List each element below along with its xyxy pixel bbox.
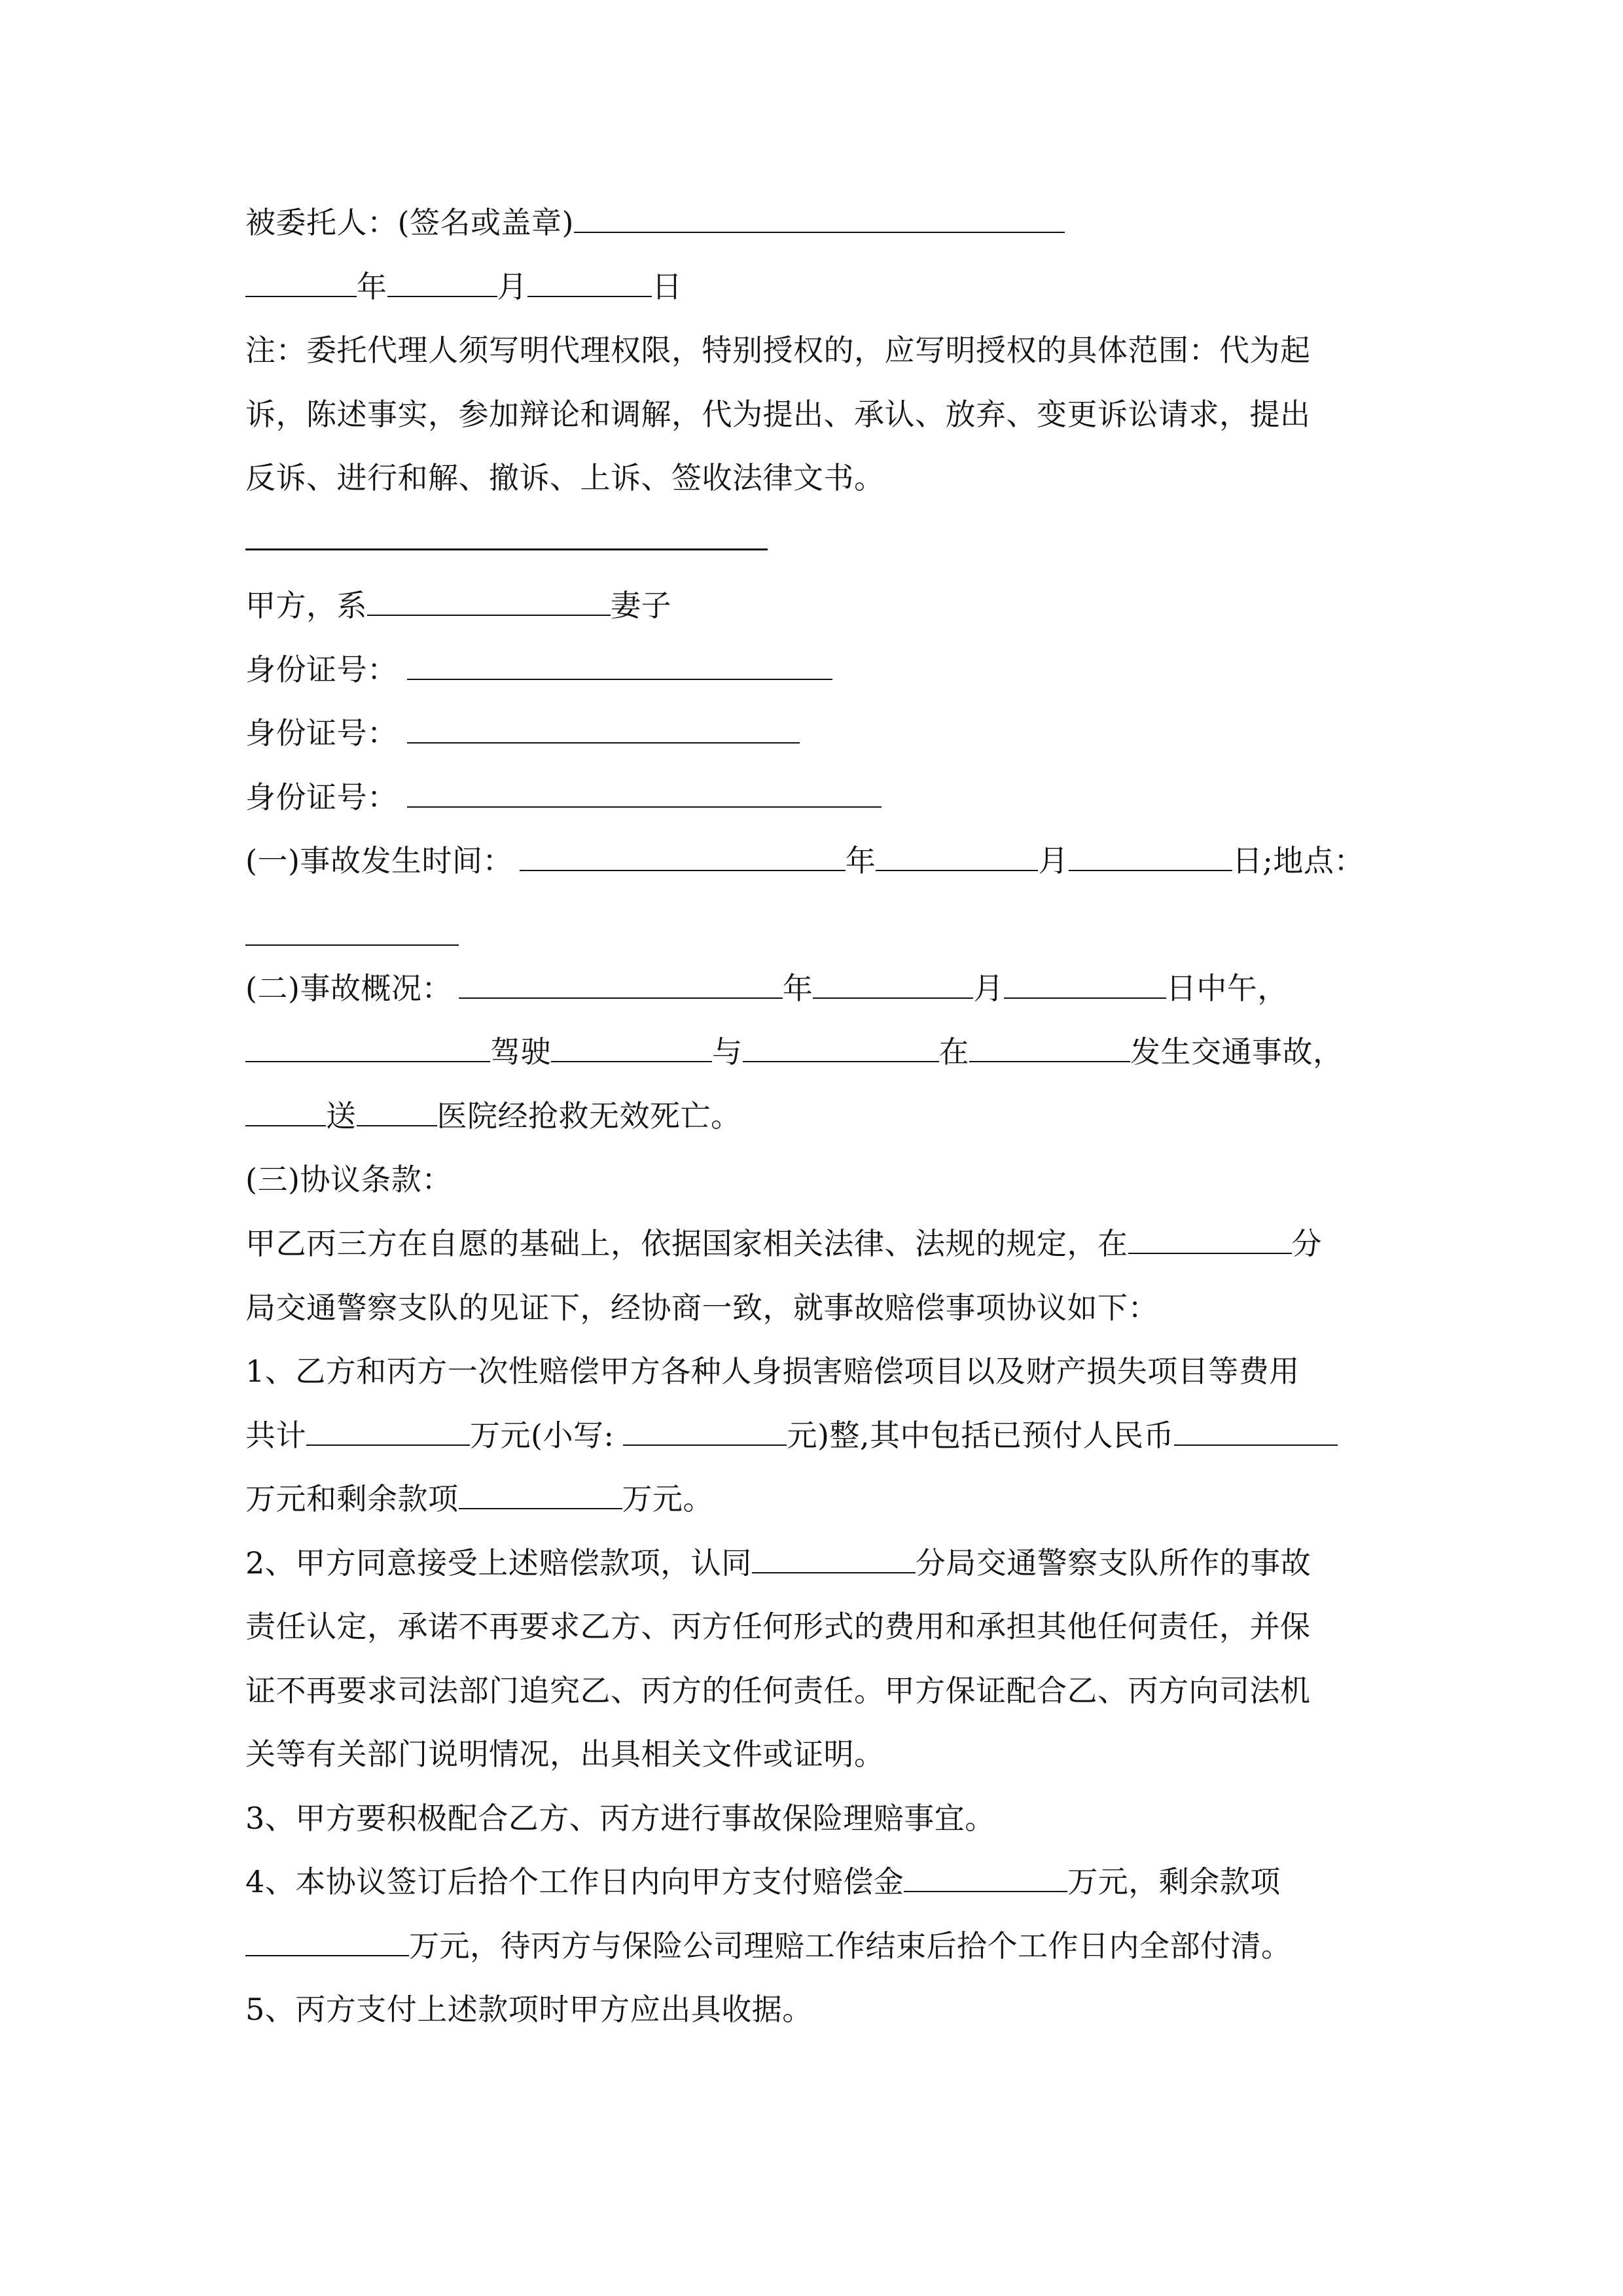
id-blank[interactable] <box>407 650 832 680</box>
note-line-3: 反诉、进行和解、撤诉、上诉、签收法律文书。 <box>245 460 885 495</box>
with-label: 与 <box>712 1034 743 1069</box>
year-label: 年 <box>782 971 813 1006</box>
vehicle-blank[interactable] <box>551 1032 712 1062</box>
year-blank[interactable] <box>245 267 357 297</box>
party-a-suffix: 妻子 <box>611 588 671 623</box>
id-blank[interactable] <box>407 778 882 808</box>
place-blank[interactable] <box>969 1032 1130 1062</box>
remaining-label: 万元和剩余款项 <box>245 1481 459 1516</box>
section3-intro-2: 局交通警察支队的见证下，经协商一致，就事故赔偿事项协议如下： <box>245 1290 1158 1325</box>
clause4-text-c: 万元，待丙方与保险公司理赔工作结束后拾个工作日内全部付清。 <box>409 1928 1292 1964</box>
note-line-2: 诉，陈述事实，参加辩论和调解，代为提出、承认、放弃、变更诉讼请求，提出 <box>245 397 1311 432</box>
section2-line-3 <box>245 1096 741 1136</box>
id-line-3 <box>245 778 882 817</box>
branch-blank-2[interactable] <box>752 1543 916 1573</box>
month-label: 月 <box>973 971 1004 1006</box>
clause2-line-4: 关等有关部门说明情况，出具相关文件或证明。 <box>245 1736 885 1772</box>
signature-label: 被委托人：(签名或盖章) <box>245 205 574 240</box>
clause2-text-b: 分局交通警察支队所作的事故 <box>915 1545 1311 1581</box>
day-label: 日 <box>652 269 683 304</box>
intro-text: 甲乙丙三方在自愿的基础上，依据国家相关法律、法规的规定，在 <box>245 1226 1128 1261</box>
clause2-line-1 <box>245 1543 1311 1583</box>
month-label: 月 <box>1038 843 1069 878</box>
wan-end-label: 万元。 <box>622 1481 713 1516</box>
year-label: 年 <box>845 843 876 878</box>
drive-label: 驾驶 <box>490 1034 551 1069</box>
wan-label: 万元(小写: <box>470 1418 615 1453</box>
clause3: 3、甲方要积极配合乙方、丙方进行事故保险理赔事宜。 <box>245 1801 995 1836</box>
victim-blank[interactable] <box>245 1096 326 1126</box>
remaining-blank[interactable] <box>459 1479 622 1509</box>
accident-year-blank[interactable] <box>520 841 846 871</box>
separator-rule <box>245 548 768 550</box>
summary-month-blank[interactable] <box>813 969 973 999</box>
accident-label: 发生交通事故， <box>1130 1034 1344 1069</box>
clause4-line-1 <box>245 1862 1281 1901</box>
section2-label: (二)事故概况： <box>245 971 452 1006</box>
branch-blank[interactable] <box>1128 1224 1292 1254</box>
day-blank[interactable] <box>527 267 652 297</box>
hospital-label: 医院经抢救无效死亡。 <box>437 1098 741 1134</box>
section3-label: (三)协议条款： <box>245 1162 452 1197</box>
clause2-line-2: 责任认定，承诺不再要求乙方、丙方任何形式的费用和承担其他任何责任，并保 <box>245 1609 1311 1644</box>
id-blank[interactable] <box>407 713 800 744</box>
total-wan-blank[interactable] <box>306 1416 470 1446</box>
total-yuan-blank[interactable] <box>623 1416 787 1446</box>
clause2-line-3: 证不再要求司法部门追究乙、丙方的任何责任。甲方保证配合乙、丙方向司法机 <box>245 1673 1311 1708</box>
accident-month-blank[interactable] <box>876 841 1038 871</box>
party-a-blank[interactable] <box>367 586 611 616</box>
other-party-blank[interactable] <box>743 1032 939 1062</box>
summary-year-blank[interactable] <box>459 969 783 999</box>
id-line-1 <box>245 650 832 689</box>
note-line-1: 注：委托代理人须写明代理权限，特别授权的，应写明授权的具体范围：代为起 <box>245 332 1311 368</box>
clause4-line-2 <box>245 1926 1292 1965</box>
clause2-text: 2、甲方同意接受上述赔偿款项，认同 <box>245 1545 752 1581</box>
month-blank[interactable] <box>387 267 497 297</box>
intro-branch-label: 分 <box>1291 1226 1322 1261</box>
date-line <box>245 267 683 306</box>
accident-day-blank[interactable] <box>1069 841 1232 871</box>
party-a-line <box>245 586 671 625</box>
day-location-label: 日;地点： <box>1232 843 1364 878</box>
driver-blank[interactable] <box>245 1032 490 1062</box>
day-noon-label: 日中午， <box>1166 971 1288 1006</box>
clause1-line-2 <box>245 1416 1338 1455</box>
clause4-text: 4、本协议签订后拾个工作日内向甲方支付赔偿金 <box>245 1864 904 1899</box>
id-label: 身份证号： <box>245 715 398 751</box>
section2-line-2 <box>245 1032 1344 1071</box>
signature-line <box>245 203 1065 242</box>
party-a-prefix: 甲方，系 <box>245 588 367 623</box>
clause1-line-1: 1、乙方和丙方一次性赔偿甲方各种人身损害赔偿项目以及财产损失项目等费用 <box>245 1354 1300 1389</box>
signature-blank[interactable] <box>574 203 1065 233</box>
section1-line <box>245 841 1364 880</box>
id-label: 身份证号： <box>245 780 398 815</box>
section1-label: (一)事故发生时间： <box>245 843 513 878</box>
yuan-label: 元)整,其中包括已预付人民币 <box>787 1418 1175 1453</box>
section2-line-1 <box>245 969 1288 1008</box>
first-payment-blank[interactable] <box>904 1862 1067 1892</box>
id-line-2 <box>245 713 800 753</box>
send-label: 送 <box>326 1098 357 1134</box>
summary-day-blank[interactable] <box>1004 969 1166 999</box>
year-label: 年 <box>357 269 387 304</box>
at-label: 在 <box>938 1034 969 1069</box>
section3-intro-1 <box>245 1224 1322 1263</box>
total-label: 共计 <box>245 1418 306 1453</box>
prepaid-blank[interactable] <box>1174 1416 1338 1446</box>
id-label: 身份证号： <box>245 652 398 687</box>
hospital-blank[interactable] <box>357 1096 437 1126</box>
remaining-payment-blank[interactable] <box>245 1926 409 1956</box>
clause1-line-3 <box>245 1479 713 1518</box>
clause5: 5、丙方支付上述款项时甲方应出具收据。 <box>245 1992 813 2027</box>
clause4-text-b: 万元，剩余款项 <box>1067 1864 1281 1899</box>
month-label: 月 <box>497 269 527 304</box>
location-blank[interactable] <box>245 944 459 946</box>
